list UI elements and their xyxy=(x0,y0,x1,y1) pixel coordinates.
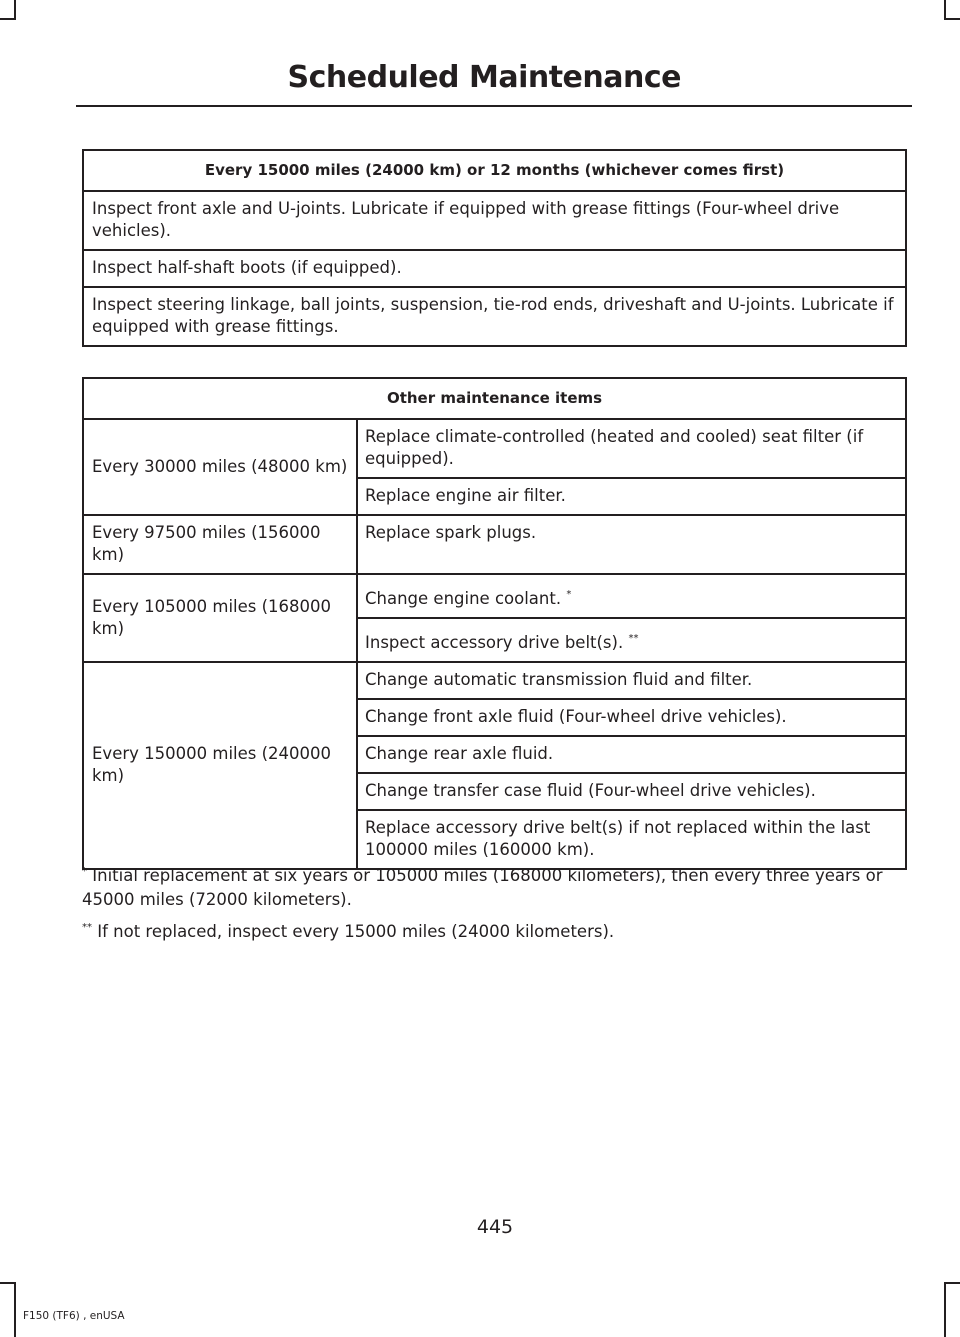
table-heading: Every 15000 miles (24000 km) or 12 months (whichever comes first) xyxy=(83,150,906,191)
table-heading: Other maintenance items xyxy=(83,378,906,419)
table-row xyxy=(83,515,906,574)
table-row xyxy=(83,574,906,618)
crop-mark xyxy=(0,1282,16,1284)
interval-cell: Every 30000 miles (48000 km) xyxy=(83,419,357,515)
crop-mark xyxy=(14,0,16,20)
crop-mark xyxy=(944,18,960,20)
task-text: Replace spark plugs. xyxy=(365,523,537,542)
footnote-text: Initial replacement at six years or 105000 miles (168000 kilometers), then every three years or 45000 miles (72000 kilometers). xyxy=(82,866,883,909)
task-text: Inspect accessory drive belt(s). xyxy=(365,633,624,652)
footnote xyxy=(82,920,908,944)
task-text: Change transfer case fluid (Four-wheel drive vehicles). xyxy=(365,781,816,800)
table-cell: Inspect front axle and U-joints. Lubricate if equipped with grease fittings (Four-wheel drive vehicles). xyxy=(83,191,906,250)
task-cell xyxy=(357,810,906,869)
document-code: F150 (TF6) , enUSA xyxy=(23,1310,125,1322)
table-cell: Inspect half-shaft boots (if equipped). xyxy=(83,250,906,287)
task-cell xyxy=(357,662,906,699)
other-maintenance-table xyxy=(82,377,907,870)
task-cell xyxy=(357,419,906,478)
interval-cell: Every 105000 miles (168000 km) xyxy=(83,574,357,662)
table-row xyxy=(83,250,906,287)
task-text: Change rear axle fluid. xyxy=(365,744,554,763)
table-row xyxy=(83,287,906,346)
table-row xyxy=(83,662,906,699)
footnote-marker: * xyxy=(566,589,572,600)
task-cell xyxy=(357,515,906,574)
table-row xyxy=(83,191,906,250)
footnote-marker: ** xyxy=(628,633,639,644)
page-number: 445 xyxy=(476,1216,514,1238)
crop-mark xyxy=(944,1282,946,1337)
task-text: Change automatic transmission fluid and filter. xyxy=(365,670,753,689)
interval-cell: Every 97500 miles (156000 km) xyxy=(83,515,357,574)
footnote-mark: * xyxy=(82,866,87,877)
crop-mark xyxy=(0,18,16,20)
crop-mark xyxy=(944,1282,960,1284)
task-text: Replace accessory drive belt(s) if not replaced within the last 100000 miles (160000 km). xyxy=(365,818,871,859)
task-cell xyxy=(357,699,906,736)
task-text: Replace climate-controlled (heated and cooled) seat filter (if equipped). xyxy=(365,427,864,468)
task-cell xyxy=(357,574,906,618)
footnote xyxy=(82,864,908,912)
table-cell: Inspect steering linkage, ball joints, suspension, tie-rod ends, driveshaft and U-joints. Lubricate if equipped with grease fittings. xyxy=(83,287,906,346)
header-divider xyxy=(76,105,912,107)
footnote-mark: ** xyxy=(82,922,92,933)
task-cell xyxy=(357,478,906,515)
task-text: Change front axle fluid (Four-wheel drive vehicles). xyxy=(365,707,787,726)
maintenance-table-15000 xyxy=(82,149,907,347)
page-title: Scheduled Maintenance xyxy=(287,60,681,95)
task-text: Change engine coolant. xyxy=(365,589,562,608)
task-cell xyxy=(357,736,906,773)
footnote-text: If not replaced, inspect every 15000 miles (24000 kilometers). xyxy=(97,922,615,941)
crop-mark xyxy=(944,0,946,20)
interval-cell: Every 150000 miles (240000 km) xyxy=(83,662,357,869)
task-cell xyxy=(357,773,906,810)
table-row xyxy=(83,419,906,478)
crop-mark xyxy=(14,1282,16,1337)
task-cell xyxy=(357,618,906,662)
footnotes xyxy=(82,864,908,952)
task-text: Replace engine air filter. xyxy=(365,486,566,505)
